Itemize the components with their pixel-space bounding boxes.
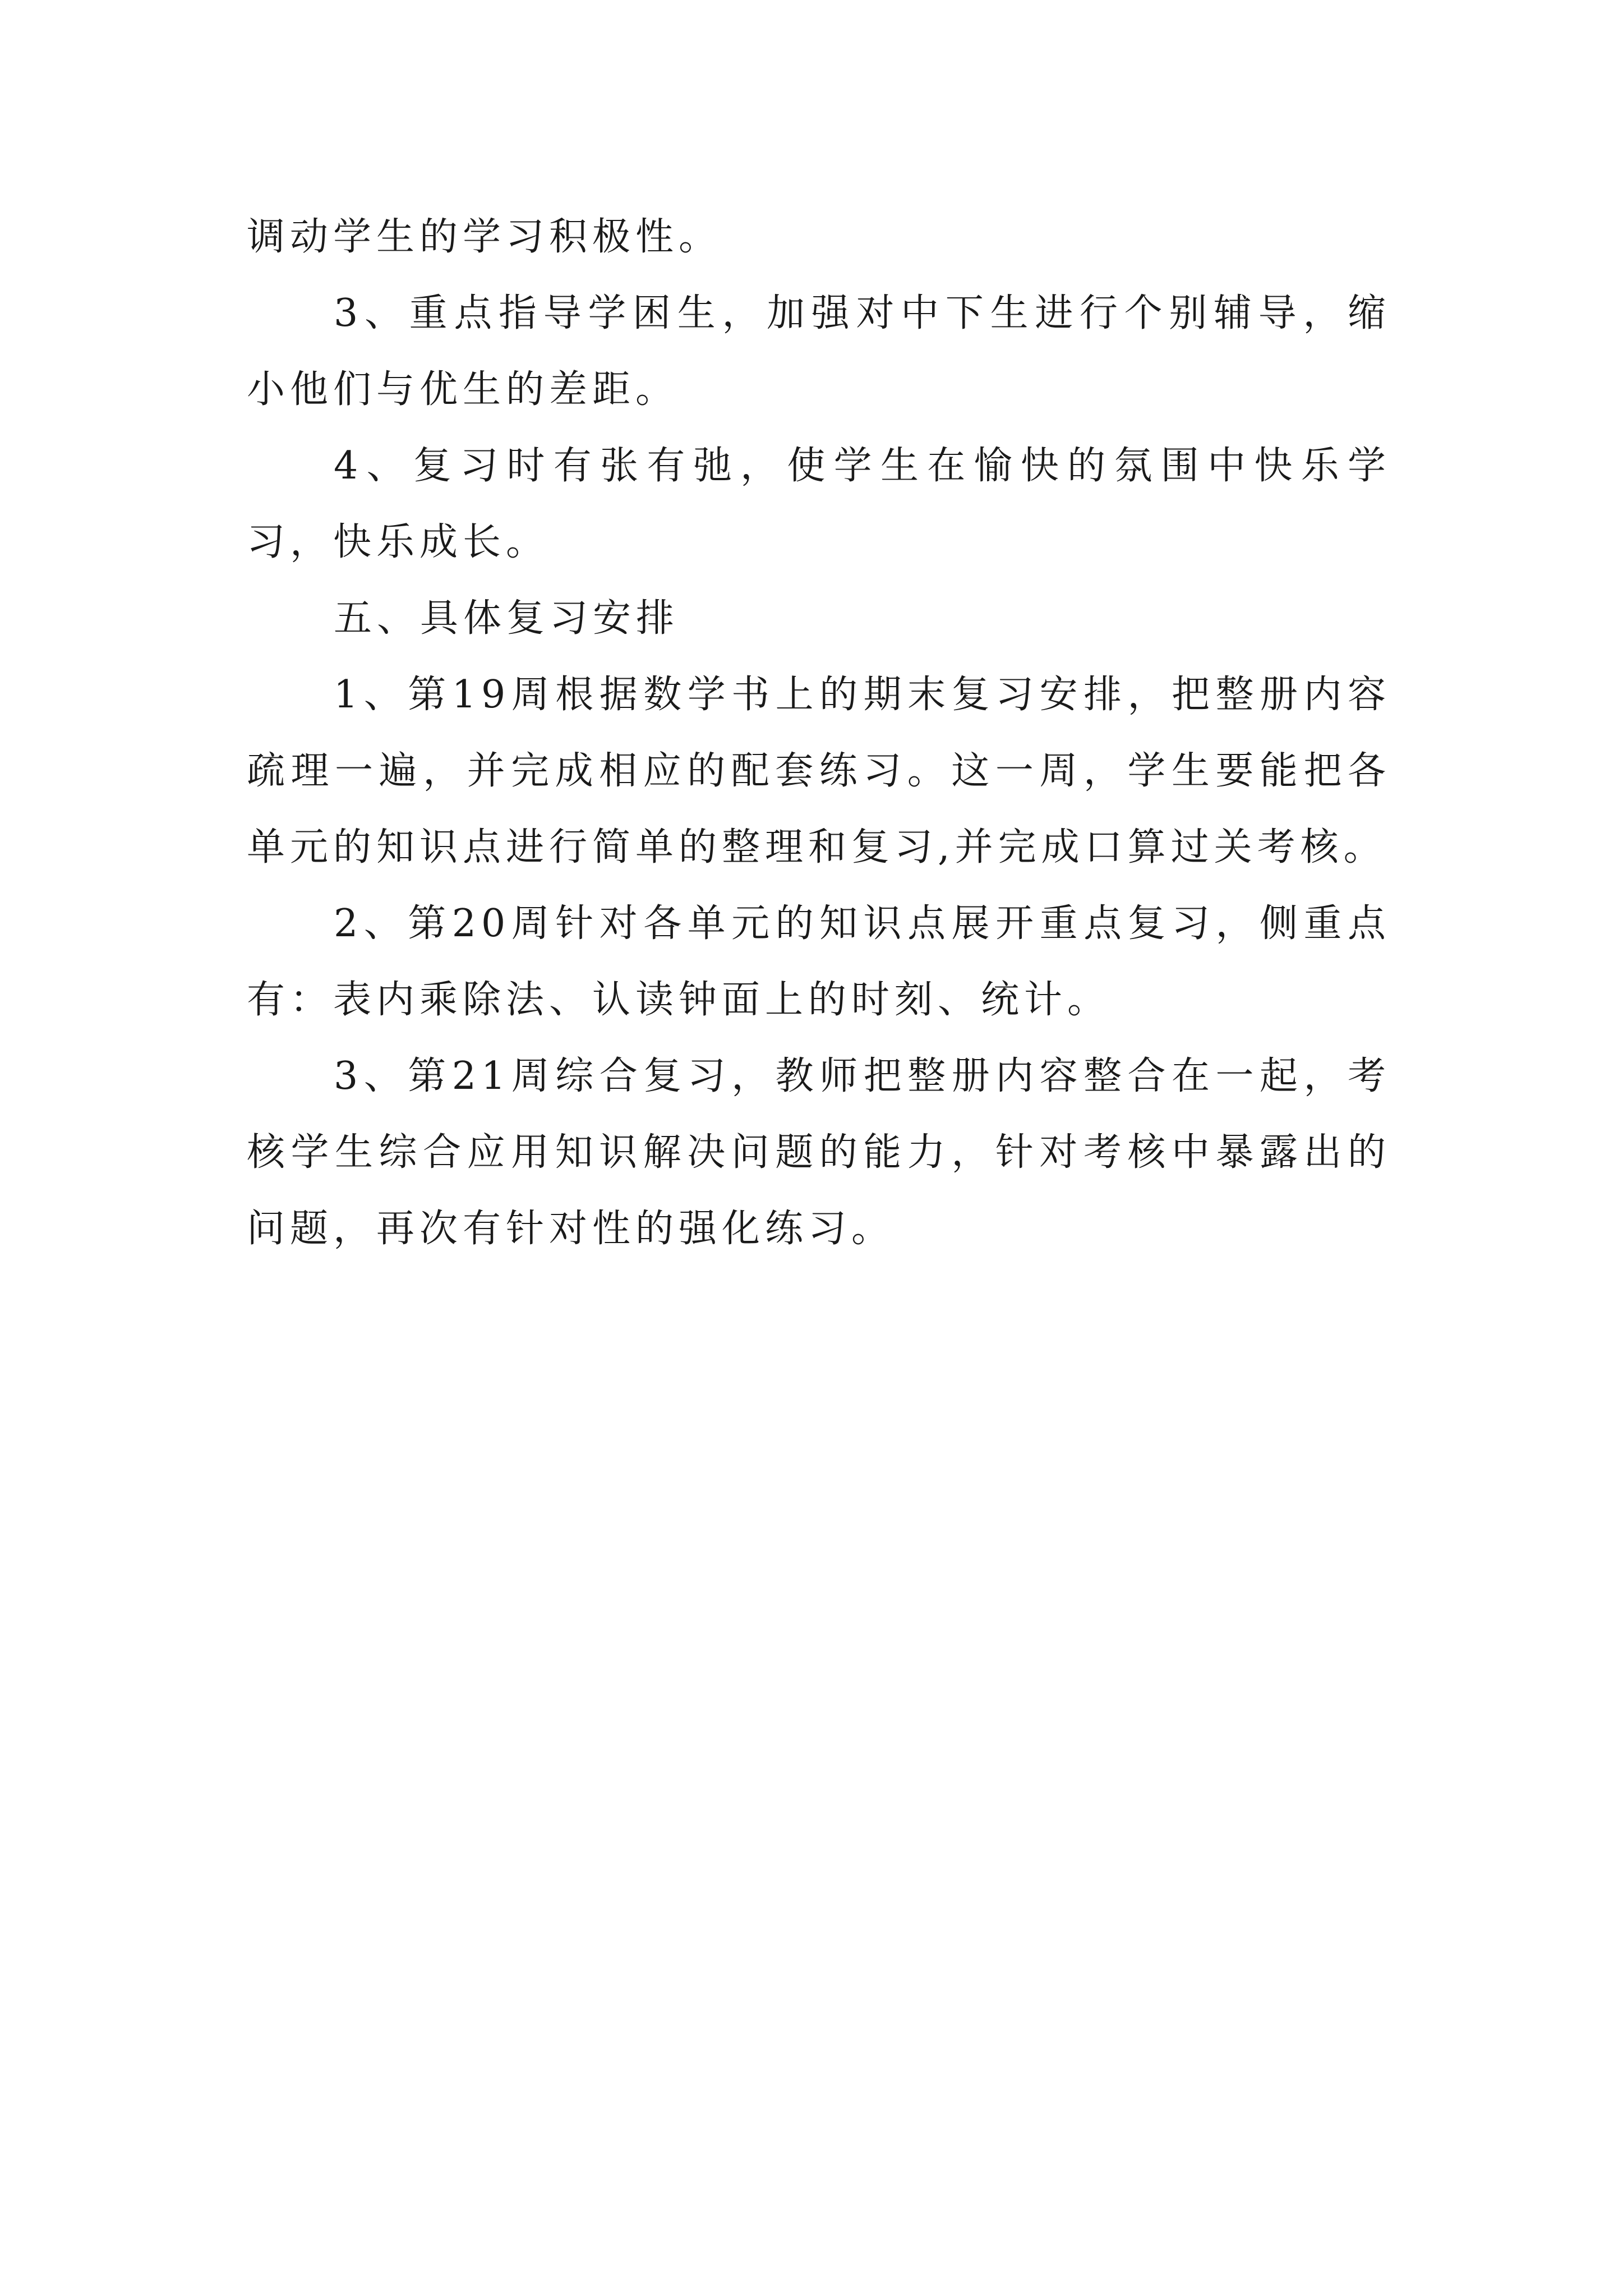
- paragraph-week-19: 1、第19周根据数学书上的期末复习安排，把整册内容疏理一遍，并完成相应的配套练习。这一周，学生要能把各单元的知识点进行简单的整理和复习,并完成口算过关考核。: [247, 673, 1391, 869]
- paragraph-week-20: 2、第20周针对各单元的知识点展开重点复习，侧重点有：表内乘除法、认读钟面上的时刻、统计。: [247, 901, 1391, 1022]
- paragraph-week-21: 3、第21周综合复习，教师把整册内容整合在一起，考核学生综合应用知识解决问题的能力，针对考核中暴露出的问题，再次有针对性的强化练习。: [247, 1054, 1391, 1251]
- document-body: [247, 199, 1391, 1267]
- section-heading-five: 五、具体复习安排: [334, 596, 680, 641]
- paragraph-item-3: 3、重点指导学困生，加强对中下生进行个别辅导，缩小他们与优生的差距。: [247, 291, 1391, 412]
- paragraph-item-4: 4、复习时有张有弛，使学生在愉快的氛围中快乐学习，快乐成长。: [247, 444, 1391, 564]
- paragraph-continuation: 调动学生的学习积极性。: [247, 215, 722, 259]
